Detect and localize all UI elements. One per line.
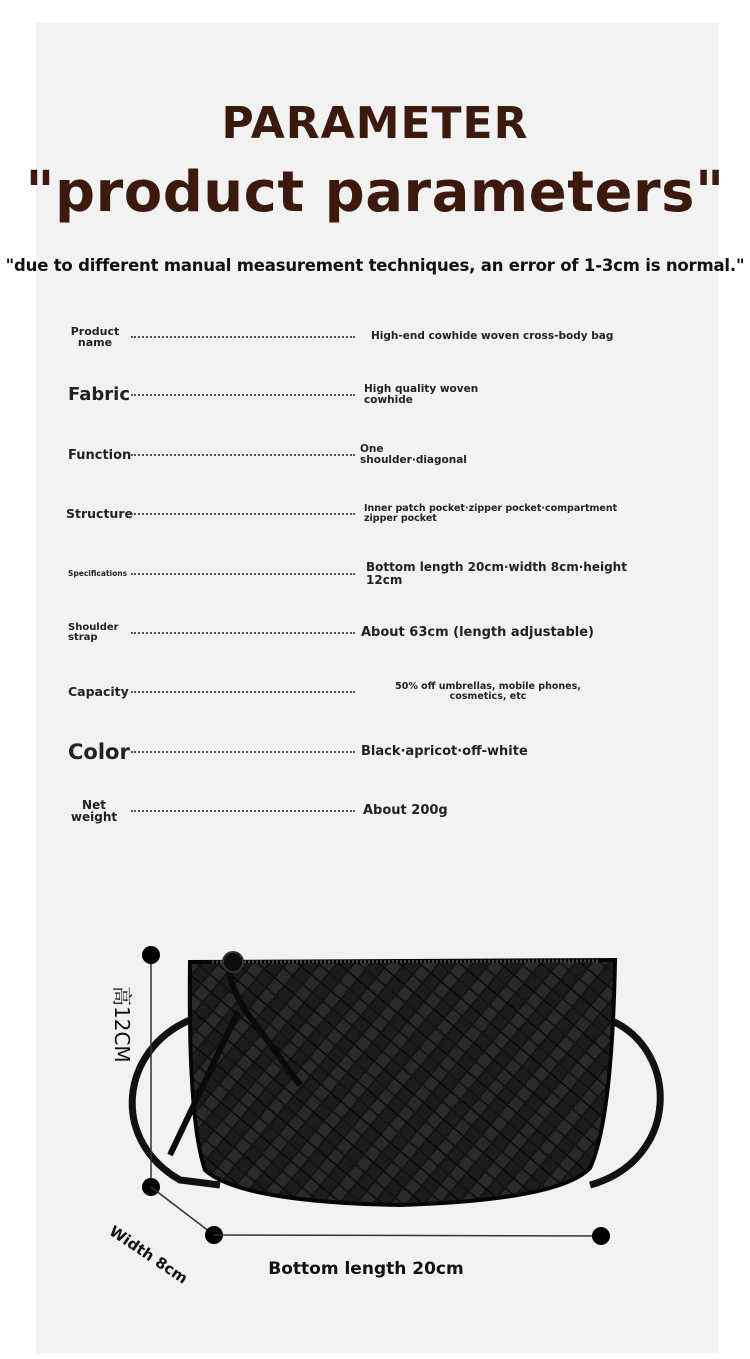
param-value: Bottom length 20cm·width 8cm·height 12cm [366, 560, 627, 587]
leader-dots [131, 513, 355, 515]
param-label: Structure [66, 505, 133, 521]
param-label: Product name [70, 325, 120, 349]
leader-dots [131, 394, 355, 396]
param-value: High-end cowhide woven cross-body bag [371, 330, 614, 343]
leader-dots [131, 810, 355, 812]
param-label: Color [68, 739, 130, 764]
leader-dots [131, 751, 355, 753]
measurement-note: "due to different manual measurement techniques, an error of 1-3cm is normal." [5, 256, 745, 275]
page-subtitle: "product parameters" [25, 160, 725, 225]
leader-dots [131, 632, 355, 634]
param-value: About 63cm (length adjustable) [361, 625, 594, 641]
param-label: Capacity [68, 683, 129, 699]
param-row-capacity [0, 667, 750, 717]
page-title: PARAMETER [221, 98, 529, 149]
param-row-fabric [0, 370, 750, 420]
width-label: Width 8cm [105, 1222, 192, 1288]
param-row-structure [0, 489, 750, 539]
param-label: Specifications [68, 569, 128, 579]
param-label: Net weight [70, 798, 118, 824]
height-label: 高12CM [110, 986, 134, 1063]
param-row-color [0, 727, 750, 777]
param-value: About 200g [363, 803, 448, 819]
param-value: One shoulder·diagonal [360, 442, 467, 466]
param-label: Fabric [68, 384, 130, 405]
param-row-function [0, 430, 750, 480]
leader-dots [131, 691, 355, 693]
param-value: High quality woven cowhide [364, 382, 479, 406]
leader-dots [131, 336, 355, 338]
leader-dots [131, 573, 355, 575]
width-line [151, 1187, 214, 1235]
param-row-shoulder-strap [0, 608, 750, 658]
param-label: Function [68, 447, 132, 463]
bag-body [190, 960, 615, 1205]
length-label: Bottom length 20cm [268, 1259, 464, 1279]
param-row-product-name [0, 312, 750, 362]
param-value: Black·apricot·off-white [361, 744, 528, 760]
param-row-specifications [0, 549, 750, 599]
param-label: Shoulder strap [68, 622, 119, 643]
param-value: 50% off umbrellas, mobile phones, cosmetics, etc [395, 681, 581, 702]
leader-dots [131, 454, 355, 456]
param-row-net-weight [0, 786, 750, 836]
length-line [214, 1235, 601, 1236]
param-value: Inner patch pocket·zipper pocket·compartment zipper pocket [364, 503, 618, 524]
bag-dimension-diagram [0, 900, 750, 1300]
